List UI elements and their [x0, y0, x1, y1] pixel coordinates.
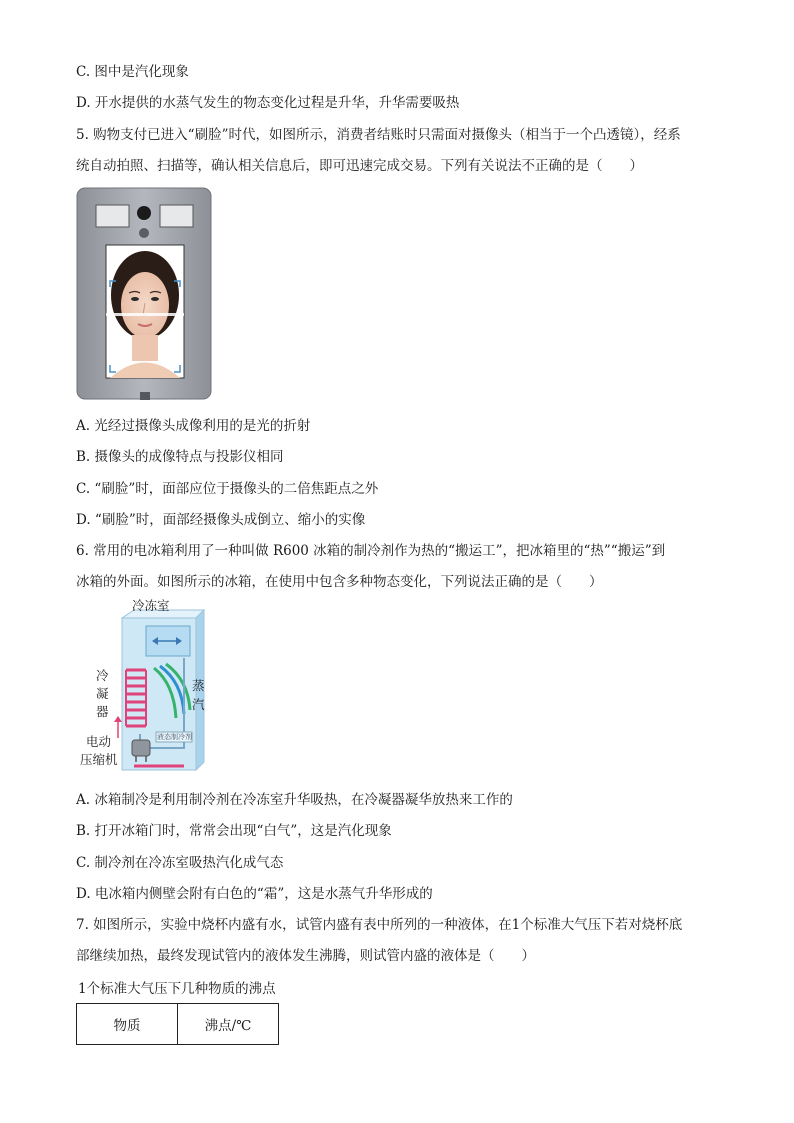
question-7-stem-line-2: 部继续加热，最终发现试管内的液体发生沸腾，则试管内盛的液体是（ ） [76, 948, 535, 964]
question-5-stem-line-1: 5. 购物支付已进入“刷脸”时代，如图所示，消费者结账时只需面对摄像头（相当于一个凸透镜），经系 [76, 127, 681, 143]
label-evaporator-2: 汽 [192, 697, 205, 712]
question-5-option-d: D. “刷脸”时，面部经摄像头成倒立、缩小的实像 [76, 512, 366, 528]
label-condenser-1: 冷 [96, 668, 109, 683]
label-condenser-2: 凝 [96, 686, 109, 701]
label-evaporator-1: 蒸 [192, 678, 205, 693]
option-c-previous: C. 图中是汽化现象 [76, 64, 189, 80]
refrigerator-diagram [80, 598, 214, 776]
question-6-option-b: B. 打开冰箱门时，常常会出现“白气”，这是汽化现象 [76, 823, 392, 839]
question-5-option-a: A. 光经过摄像头成像利用的是光的折射 [76, 418, 311, 434]
boiling-point-table-caption: 1个标准大气压下几种物质的沸点 [78, 981, 276, 997]
label-freezer: 冷冻室 [132, 598, 170, 613]
label-condenser-3: 器 [96, 704, 109, 719]
option-d-previous: D. 开水提供的水蒸气发生的物态变化过程是升华，升华需要吸热 [76, 95, 460, 111]
question-6-stem-line-2: 冰箱的外面。如图所示的冰箱，在使用中包含多种物态变化，下列说法正确的是（ ） [76, 574, 603, 590]
question-6-option-d: D. 电冰箱内侧壁会附有白色的“霜”，这是水蒸气升华形成的 [76, 886, 433, 902]
table-header-substance: 物质 [77, 1004, 178, 1045]
boiling-point-table [76, 1003, 279, 1045]
question-5-stem-line-2: 统自动拍照、扫描等，确认相关信息后，即可迅速完成交易。下列有关说法不正确的是（ ） [76, 158, 643, 174]
label-compressor-2: 压缩机 [80, 752, 118, 767]
question-7-stem-line-1: 7. 如图所示，实验中烧杯内盛有水，试管内盛有表中所列的一种液体，在1个标准大气压下若对烧杯底 [76, 917, 683, 933]
question-5-option-b: B. 摄像头的成像特点与投影仪相同 [76, 449, 284, 465]
question-6-option-a: A. 冰箱制冷是利用制冷剂在冷冻室升华吸热，在冷凝器凝华放热来工作的 [76, 792, 513, 808]
question-5-option-c: C. “刷脸”时，面部应位于摄像头的二倍焦距点之外 [76, 481, 379, 497]
table-header-boiling-point: 沸点/℃ [178, 1004, 279, 1045]
question-6-option-c: C. 制冷剂在冷冻室吸热汽化成气态 [76, 855, 284, 871]
label-liquid-refrigerant: 液态制冷剂 [157, 733, 192, 741]
label-compressor-1: 电动 [86, 734, 112, 749]
question-6-stem-line-1: 6. 常用的电冰箱利用了一种叫做 R600 冰箱的制冷剂作为热的“搬运工”，把冰箱里的“热”“搬运”到 [76, 543, 666, 559]
table-header-row [77, 1004, 279, 1045]
face-scan-device-image [76, 187, 212, 400]
